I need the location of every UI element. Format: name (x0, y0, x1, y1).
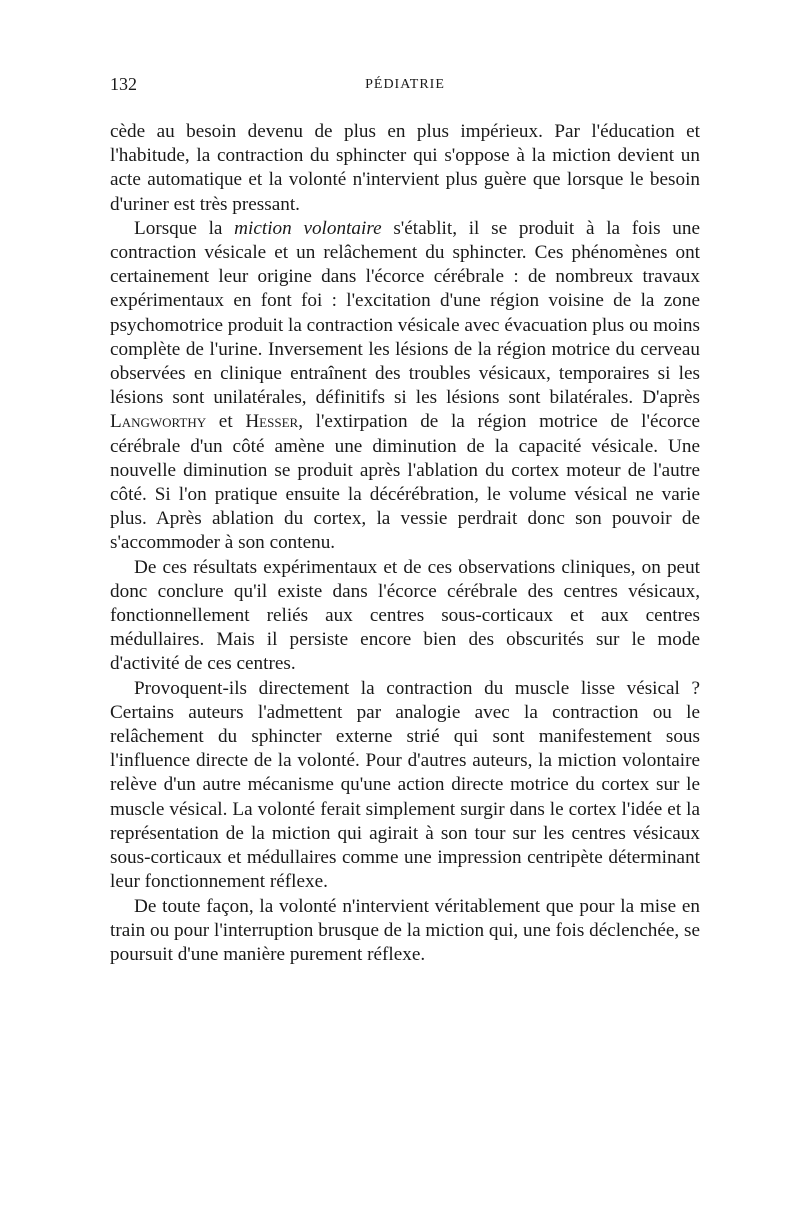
paragraph-1: cède au besoin devenu de plus en plus impérieux. Par l'éducation et l'habitude, la contraction du sphincter qui s'oppose à la miction devient un acte automatique et la volonté n'intervient plus guère que lorsque le besoin d'uriner est très pressant. (110, 121, 700, 215)
page-number: 132 (110, 74, 137, 94)
paragraph-2-lead: Lorsque la (134, 217, 235, 239)
book-page (110, 74, 700, 967)
paragraph-4: Provoquent-ils directement la contraction du muscle lisse vésical ? Certains auteurs l'admettent par analogie avec la contraction ou le relâchement du sphincter externe strié qui sont manifestement sous l'influence directe de la volonté. Pour d'autres auteurs, la miction volontaire relève d'un autre mécanisme qu'une action directe motrice du cortex sur le muscle vésical. La volonté ferait simplement surgir dans le cortex l'idée et la représentation de la miction qui agirait à son tour sur les centres vésicaux sous-corticaux et médullaires comme une impression centripète déterminant leur fonctionnement réflexe. (110, 677, 700, 893)
paragraph-2 (110, 217, 700, 556)
page-header (110, 74, 700, 104)
author-name-2: Hesser (245, 411, 299, 433)
paragraph-5: De toute façon, la volonté n'intervient véritablement que pour la mise en train ou pour l'interruption brusque de la miction qui, une fois déclenchée, se poursuit d'une manière purement réflexe. (110, 895, 700, 965)
running-head: PÉDIATRIE (365, 77, 445, 92)
author-name-1: Langworthy (110, 411, 207, 433)
paragraph-2-text-a: s'établit, il se produit à la fois une contraction vésicale et un relâchement du sphincter. Ces phénomènes ont certainement leur origine dans l'écorce cérébrale : de nombreux travaux expérimentaux en font foi : l'excitation d'une région voisine de la zone psychomotrice produit la contraction vésicale avec évacuation plus ou moins complète de l'urine. Inversement les lésions de la région motrice du cerveau observées en clinique entraînent des troubles vésicaux, temporaires si les lésions sont unilatérales, définitifs si les lésions sont bilatérales. D'après (110, 217, 700, 409)
italic-term: miction volontaire (234, 217, 382, 239)
paragraph-3: De ces résultats expérimentaux et de ces observations cliniques, on peut donc conclure qu'il existe dans l'écorce cérébrale des centres vésicaux, fonctionnellement reliés aux centres sous-corticaux et aux centres médullaires. Mais il persiste encore bien des obscurités sur le mode d'activité de ces centres. (110, 556, 700, 675)
body-text (110, 120, 700, 967)
author-joiner: et (206, 411, 246, 433)
paragraph-2-text-b: , l'extirpation de la région motrice de l'écorce cérébrale d'un côté amène une diminution de la capacité vésicale. Une nouvelle diminution se produit après l'ablation du cortex moteur de l'autre côté. Si l'on pratique ensuite la décérébration, le volume vésical ne varie plus. Après ablation du cortex, la vessie perdrait donc son pouvoir de s'accommoder à son contenu. (110, 411, 700, 554)
